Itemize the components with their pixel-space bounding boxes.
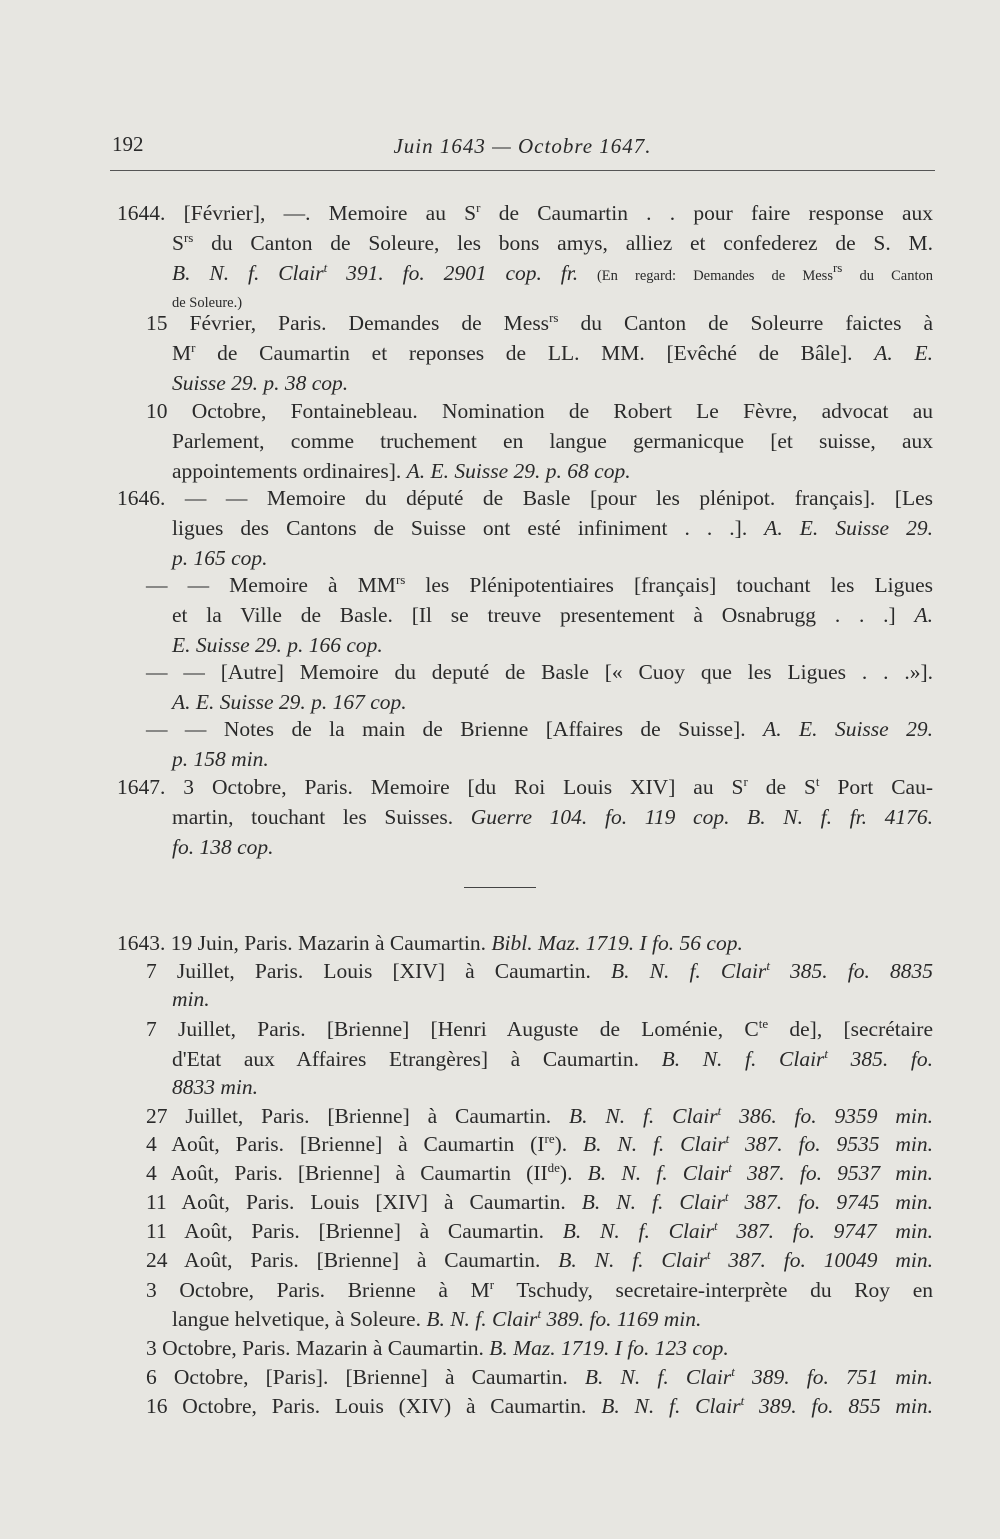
text-line: E. Suisse 29. p. 166 cop.: [172, 633, 383, 657]
text-line: $S^{rs}$ du Canton de Soleure, les bons amys, alliez et confederez de S. M.: [172, 230, 933, 255]
running-title: Juin 1643 — Octobre 1647.: [393, 134, 652, 158]
text-line: 8833 min.: [172, 1075, 258, 1099]
text-line: 1646. — — Memoire du député de Basle [pour les plénipot. français]. [Les: [117, 486, 933, 510]
text-line: et la Ville de Basle. [Il se treuve presentement à Osnabrugg . . .] A.: [172, 603, 933, 627]
text-line: 27 Juillet, Paris. [Brienne] à Caumartin. B. N. f. Clair$^t$ 386. fo. 9359 min.: [146, 1103, 933, 1128]
text-line: 7 Juillet, Paris. Louis [XIV] à Caumartin. B. N. f. Clair$^t$ 385. fo. 8835: [146, 958, 933, 983]
text-line: 7 Juillet, Paris. [Brienne] [Henri Auguste de Loménie, $C^{te}$ de], [secrétaire: [146, 1016, 933, 1041]
text-line: 15 Février, Paris. Demandes de Mess$^{rs}$ du Canton de Soleurre faictes à: [146, 310, 934, 335]
text-line: 11 Août, Paris. [Brienne] à Caumartin. B. N. f. Clair$^t$ 387. fo. 9747 min.: [146, 1218, 933, 1243]
text-line: 3 Octobre, Paris. Mazarin à Caumartin. B. Maz. 1719. I fo. 123 cop.: [146, 1336, 729, 1360]
text-line: Suisse 29. p. 38 cop.: [172, 371, 349, 395]
text-line: martin, touchant les Suisses. Guerre 104. fo. 119 cop. B. N. f. fr. 4176.: [172, 805, 933, 829]
text-line: — — Memoire à $MM^{rs}$ les Plénipotentiaires [français] touchant les Ligues: [146, 572, 934, 597]
text-line: fo. 138 cop.: [172, 835, 274, 859]
text-line: 11 Août, Paris. Louis [XIV] à Caumartin. B. N. f. Clair$^t$ 387. fo. 9745 min.: [146, 1189, 933, 1214]
text-line: p. 158 min.: [172, 747, 269, 771]
text-line: d'Etat aux Affaires Etrangères] à Caumartin. B. N. f. Clair$^t$ 385. fo.: [172, 1046, 933, 1071]
text-line: 6 Octobre, [Paris]. [Brienne] à Caumartin. B. N. f. Clair$^t$ 389. fo. 751 min.: [146, 1364, 933, 1389]
text-line: ligues des Cantons de Suisse ont esté infiniment . . .]. A. E. Suisse 29.: [172, 516, 933, 540]
text-line: A. E. Suisse 29. p. 167 cop.: [172, 690, 407, 714]
text-line: Parlement, comme truchement en langue germanicque [et suisse, aux: [172, 429, 933, 453]
text-line: 1644. [Février], —. Memoire au $S^r$ de Caumartin . . pour faire response aux: [117, 200, 934, 225]
text-line: 1647. 3 Octobre, Paris. Memoire [du Roi Louis XIV] au $S^r$ de $S^t$ Port Cau-: [117, 774, 934, 799]
text-line: appointements ordinaires]. A. E. Suisse 29. p. 68 cop.: [172, 459, 631, 483]
text-line: 10 Octobre, Fontainebleau. Nomination de Robert Le Fèvre, advocat au: [146, 399, 933, 423]
text-line: B. N. f. Clair$^t$ 391. fo. 2901 cop. fr. (En regard: Demandes de Mess$^{rs}$ du Canton: [172, 260, 933, 285]
page-header: [110, 132, 935, 168]
text-line: 1643. 19 Juin, Paris. Mazarin à Caumartin. Bibl. Maz. 1719. I fo. 56 cop.: [117, 931, 743, 955]
text-line: 3 Octobre, Paris. Brienne à $M^r$ Tschudy, secretaire-interprète du Roy en: [146, 1277, 934, 1302]
text-line: 24 Août, Paris. [Brienne] à Caumartin. B. N. f. Clair$^t$ 387. fo. 10049 min.: [146, 1247, 933, 1272]
text-line: 4 Août, Paris. [Brienne] à Caumartin (IIde). B. N. f. Clair$^t$ 387. fo. 9537 min.: [146, 1160, 933, 1185]
page-number: 192: [112, 132, 144, 156]
text-line: langue helvetique, à Soleure. B. N. f. Clair$^t$ 389. fo. 1169 min.: [172, 1306, 702, 1331]
text-line: $M^r$ de Caumartin et reponses de LL. MM. [Evêché de Bâle]. A. E.: [172, 340, 933, 365]
text-line: 4 Août, Paris. [Brienne] à Caumartin (Ire). B. N. f. Clair$^t$ 387. fo. 9535 min.: [146, 1131, 933, 1156]
section-separator: [464, 887, 536, 888]
header-rule: [110, 170, 935, 171]
text-line: p. 165 cop.: [172, 546, 268, 570]
text-line: — — [Autre] Memoire du deputé de Basle [« Cuoy que les Ligues . . .»].: [146, 660, 933, 684]
text-line: min.: [172, 987, 210, 1011]
text-line: 16 Octobre, Paris. Louis (XIV) à Caumartin. B. N. f. Clair$^t$ 389. fo. 855 min.: [146, 1393, 933, 1418]
text-line: — — Notes de la main de Brienne [Affaires de Suisse]. A. E. Suisse 29.: [146, 717, 933, 741]
text-line: de Soleure.): [172, 295, 243, 311]
